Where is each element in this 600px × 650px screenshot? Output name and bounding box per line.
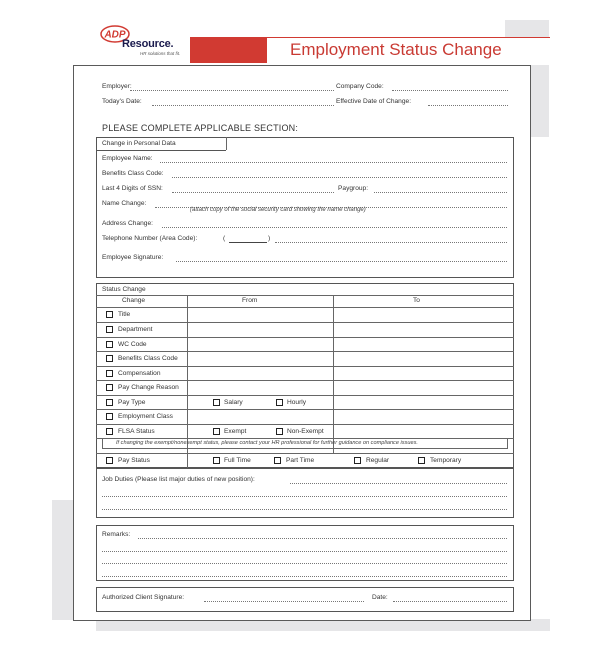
todays-date-field[interactable]	[152, 105, 334, 106]
non-exempt-label: Non-Exempt	[287, 428, 324, 435]
job-duties-line-2[interactable]	[102, 496, 507, 497]
row-rule	[96, 453, 514, 454]
row-rule	[96, 424, 514, 425]
flsa-status-checkbox[interactable]	[106, 428, 113, 435]
pay-type-checkbox[interactable]	[106, 399, 113, 406]
row-pay-change-reason-label: Pay Change Reason	[118, 384, 179, 391]
phone-close-paren: )	[268, 235, 271, 242]
todays-date-label: Today's Date:	[102, 98, 142, 105]
hourly-checkbox[interactable]	[276, 399, 283, 406]
col-change-header: Change	[122, 297, 146, 304]
remarks-line-2[interactable]	[102, 551, 507, 552]
remarks-section	[96, 525, 514, 581]
logo-name: Resource.	[122, 38, 174, 50]
wc-code-checkbox[interactable]	[106, 341, 113, 348]
row-rule	[96, 351, 514, 352]
col-divider-2	[333, 295, 334, 453]
salary-label: Salary	[224, 399, 243, 406]
company-code-field[interactable]	[392, 90, 508, 91]
employer-label: Employer:	[102, 83, 132, 90]
row-rule	[96, 322, 514, 323]
personal-data-title: Change in Personal Data	[102, 140, 176, 147]
col-from-header: From	[242, 297, 258, 304]
temporary-checkbox[interactable]	[418, 457, 425, 464]
company-code-label: Company Code:	[336, 83, 384, 90]
effective-date-field[interactable]	[428, 105, 508, 106]
row-pay-type-label: Pay Type	[118, 399, 146, 406]
temporary-label: Temporary	[430, 457, 462, 464]
full-time-label: Full Time	[224, 457, 251, 464]
adp-logo-text: ADP	[104, 29, 126, 41]
remarks-line-4[interactable]	[102, 576, 507, 577]
personal-title-rule	[96, 150, 226, 151]
row-rule	[96, 409, 514, 410]
part-time-checkbox[interactable]	[274, 457, 281, 464]
row-rule	[96, 307, 514, 308]
row-rule	[96, 380, 514, 381]
job-duties-line-3[interactable]	[102, 509, 507, 510]
exempt-label: Exempt	[224, 428, 247, 435]
date-label: Date:	[372, 594, 388, 601]
pay-status-label: Pay Status	[118, 457, 150, 464]
name-change-note: (attach copy of the social security card showing the name change)	[190, 207, 366, 213]
benefits-class-label: Benefits Class Code:	[102, 170, 164, 177]
job-duties-line-1[interactable]	[290, 483, 507, 484]
paygroup-label: Paygroup:	[338, 185, 369, 192]
full-time-checkbox[interactable]	[213, 457, 220, 464]
remarks-line-3[interactable]	[102, 563, 507, 564]
personal-title-divider	[226, 137, 227, 150]
logo-tagline: HR solutions that fit.	[140, 51, 181, 56]
hourly-label: Hourly	[287, 399, 307, 406]
client-signature-field[interactable]	[204, 601, 364, 602]
area-code-field[interactable]	[229, 242, 267, 243]
employee-name-field[interactable]	[160, 162, 507, 163]
phone-open-paren: (	[223, 235, 226, 242]
paygroup-field[interactable]	[374, 192, 507, 193]
department-checkbox[interactable]	[106, 326, 113, 333]
employee-name-label: Employee Name:	[102, 155, 153, 162]
address-change-field[interactable]	[162, 227, 507, 228]
bg-block-right	[529, 65, 549, 137]
regular-label: Regular	[366, 457, 390, 464]
row-flsa-status-label: FLSA Status	[118, 428, 155, 435]
name-change-label: Name Change:	[102, 200, 147, 207]
employment-class-checkbox[interactable]	[106, 413, 113, 420]
row-rule	[96, 366, 514, 367]
title-checkbox[interactable]	[106, 311, 113, 318]
exempt-checkbox[interactable]	[213, 428, 220, 435]
part-time-label: Part Time	[286, 457, 315, 464]
remarks-label: Remarks:	[102, 531, 131, 538]
telephone-label: Telephone Number (Area Code):	[102, 235, 198, 242]
pay-change-reason-checkbox[interactable]	[106, 384, 113, 391]
employee-signature-field[interactable]	[176, 261, 507, 262]
row-compensation-label: Compensation	[118, 370, 161, 377]
employee-signature-label: Employee Signature:	[102, 254, 164, 261]
compensation-checkbox[interactable]	[106, 370, 113, 377]
ssn-field[interactable]	[172, 192, 334, 193]
effective-date-label: Effective Date of Change:	[336, 98, 412, 105]
row-rule	[96, 395, 514, 396]
benefits-class-checkbox[interactable]	[106, 355, 113, 362]
salary-checkbox[interactable]	[213, 399, 220, 406]
telephone-field[interactable]	[275, 242, 507, 243]
ssn-label: Last 4 Digits of SSN:	[102, 185, 163, 192]
client-signature-label: Authorized Client Signature:	[102, 594, 185, 601]
date-field[interactable]	[393, 601, 507, 602]
remarks-line-1[interactable]	[138, 538, 507, 539]
row-employment-class-label: Employment Class	[118, 413, 173, 420]
address-change-label: Address Change:	[102, 220, 153, 227]
job-duties-label: Job Duties (Please list major duties of new position):	[102, 476, 255, 483]
row-department-label: Department	[118, 326, 153, 333]
row-title-label: Title	[118, 311, 131, 318]
instruction-heading: PLEASE COMPLETE APPLICABLE SECTION:	[102, 123, 299, 133]
status-change-title: Status Change	[102, 286, 146, 293]
regular-checkbox[interactable]	[354, 457, 361, 464]
form-title: Employment Status Change	[290, 40, 502, 59]
benefits-class-field[interactable]	[172, 177, 507, 178]
status-title-rule	[96, 295, 514, 296]
row-rule	[96, 337, 514, 338]
employer-field[interactable]	[130, 90, 334, 91]
flsa-note: If changing the exempt/nonexempt status, please contact your HR professional for further guidance on compliance issues.	[116, 440, 418, 446]
row-benefits-class-label: Benefits Class Code	[118, 355, 178, 362]
row-wc-code-label: WC Code	[118, 341, 147, 348]
col-to-header: To	[413, 297, 420, 304]
pay-status-checkbox[interactable]	[106, 457, 113, 464]
bg-block-bottom-left	[52, 500, 74, 620]
non-exempt-checkbox[interactable]	[276, 428, 283, 435]
